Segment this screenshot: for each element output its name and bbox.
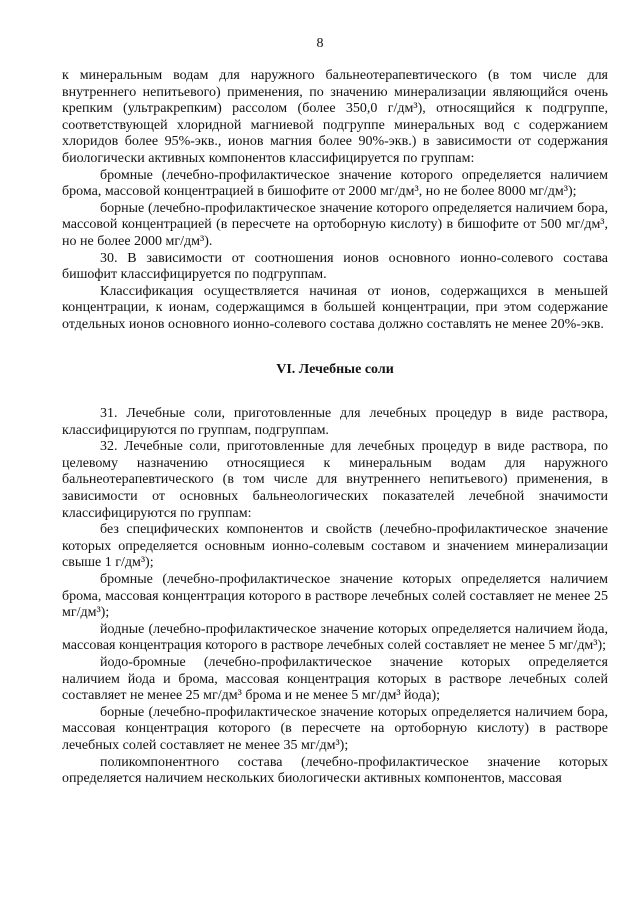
paragraph: борные (лечебно-профилактическое значение которого определяется наличием бора, массовой концентрацией (в пересчете на ортоборную кислоту) в бишофите от 500 мг/дм³, но не более 2000 мг/дм³). xyxy=(62,200,608,249)
paragraph: Классификация осуществляется начиная от ионов, содержащихся в меньшей концентрации, к ионам, содержащимся в большей концентрации, при этом содержание отдельных ионов основного ионно-солевого состава должно составлять не менее 20%-экв. xyxy=(62,283,608,332)
paragraph: йодо-бромные (лечебно-профилактическое значение которых определяется наличием йода и брома, массовая концентрация которых в растворе лечебных солей составляет не менее 25 мг/дм³ брома и не менее 5 мг/дм³ йода); xyxy=(62,655,608,704)
document-body xyxy=(62,68,608,788)
paragraph: 32. Лечебные соли, приготовленные для лечебных процедур в виде раствора, по целевому назначению относящиеся к минеральным водам для наружного бальнеотерапевтического (в том числе для внутреннего непитьевого) применения, в зависимости от основных бальнеологических показателей лечебной значимости классифицируются по группам: xyxy=(62,439,608,521)
paragraph: бромные (лечебно-профилактическое значение которого определяется наличием брома, массовой концентрацией в бишофите от 2000 мг/дм³, но не более 8000 мг/дм³); xyxy=(62,167,608,200)
paragraph: 31. Лечебные соли, приготовленные для лечебных процедур в виде раствора, классифицируются по группам, подгруппам. xyxy=(62,406,608,438)
paragraph: борные (лечебно-профилактическое значение которых определяется наличием бора, массовая концентрация которого (в пересчете на ортоборную кислоту) в растворе лечебных солей составляет не менее 35 мг/дм³); xyxy=(62,704,608,753)
paragraph: поликомпонентного состава (лечебно-профилактическое значение которых определяется наличием нескольких биологически активных компонентов, массовая xyxy=(62,754,608,787)
section-title: VI. Лечебные соли xyxy=(276,361,394,377)
page-number: 8 xyxy=(316,36,324,51)
paragraph: без специфических компонентов и свойств (лечебно-профилактическое значение которых определяется основным ионно-солевым составом и значением минерализации свыше 1 г/дм³); xyxy=(62,522,608,571)
paragraph: 30. В зависимости от соотношения ионов основного ионно-солевого состава бишофит классифицируется по подгруппам. xyxy=(62,250,608,283)
paragraph: к минеральным водам для наружного бальнеотерапевтического (в том числе для внутреннего непитьевого) применения, по значению минерализации являющийся очень крепким (ультракрепким) рассолом (более 350,0 г/дм³), относящийся к подгруппе, соответствующей хлоридной магниевой подгруппе минеральных вод с содержанием хлоридов более 95%-экв., ионов магния более 90%-экв.) в зависимости от содержания биологически активных компонентов классифицируется по группам: xyxy=(62,68,608,166)
paragraph: йодные (лечебно-профилактическое значение которых определяется наличием йода, массовая концентрация которого в растворе лечебных солей составляет не менее 5 мг/дм³); xyxy=(62,621,608,654)
paragraph: бромные (лечебно-профилактическое значение которых определяется наличием брома, массовая концентрация которого в растворе лечебных солей составляет не менее 25 мг/дм³); xyxy=(62,572,608,621)
